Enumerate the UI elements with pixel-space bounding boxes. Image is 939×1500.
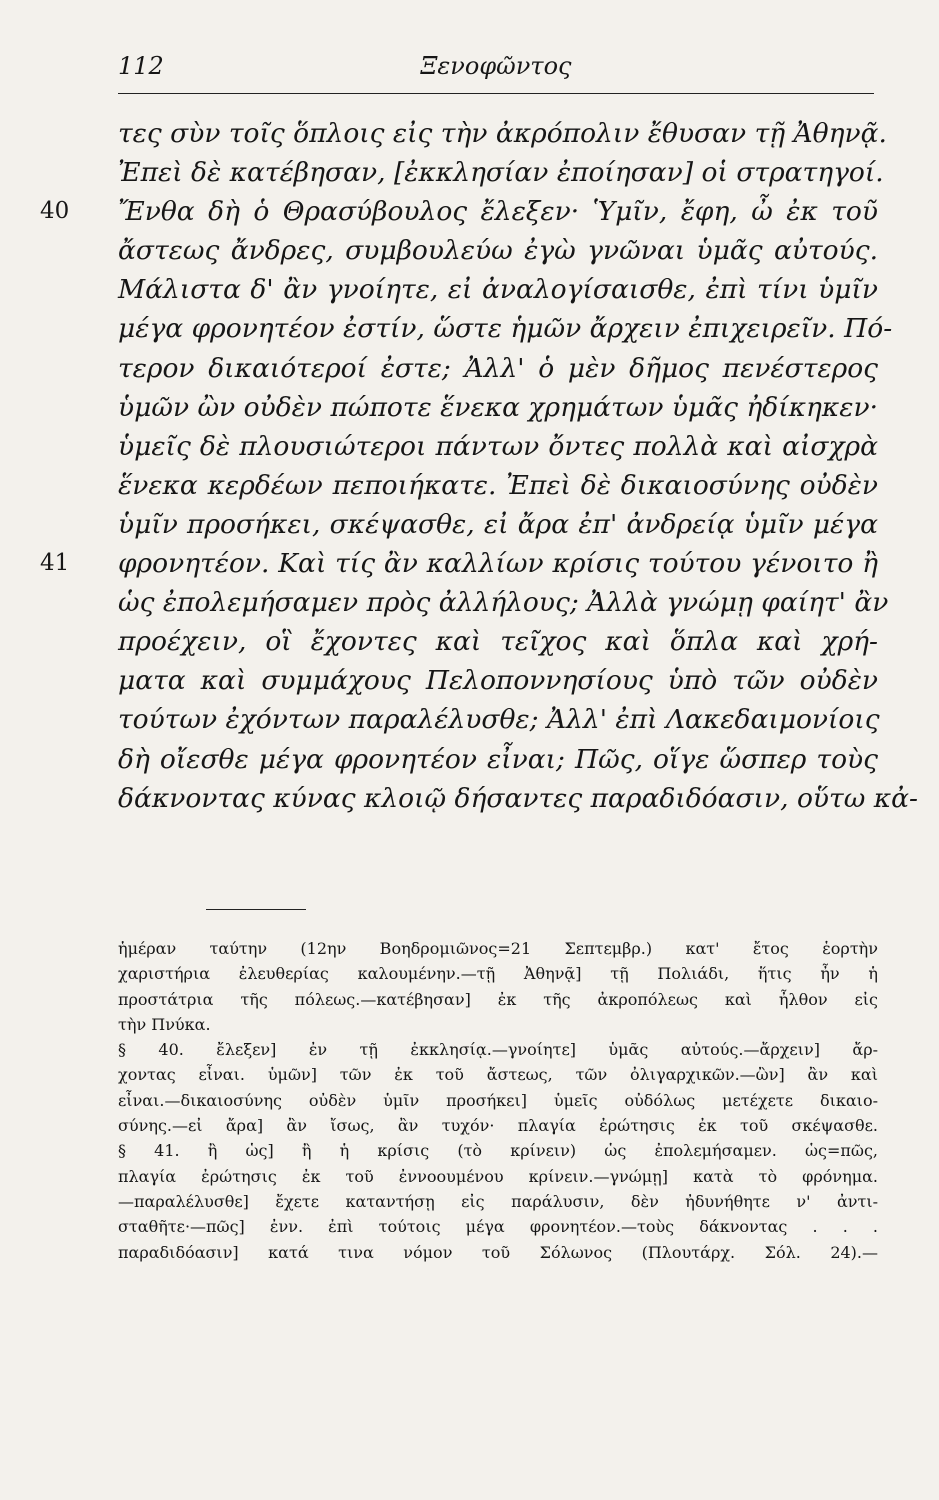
- note-line: χαριστήρια ἐλευθερίας καλουμένην.—τῇ Ἀθηνᾷ] τῇ Πολιάδι, ἥτις ἦν ἡ: [118, 964, 878, 984]
- running-title: Ξενοφῶντος: [420, 52, 572, 80]
- text-line: 40 Ἔνθα δὴ ὁ Θρασύβουλος ἔλεξεν· Ὑμῖν, ἔφη, ὦ ἐκ τοῦ: [118, 192, 878, 231]
- page-number: 112: [118, 52, 164, 80]
- section-number: 41: [40, 550, 70, 577]
- text-line: δὴ οἴεσθε μέγα φρονητέον εἶναι; Πῶς, οἵγε ὥσπερ τοὺς: [118, 743, 878, 775]
- text-line: Ἐπεὶ δὲ κατέβησαν, [ἐκκλησίαν ἐποίησαν] οἱ στρατηγοί.: [118, 157, 884, 189]
- note-line: παραδιδόασιν] κατά τινα νόμον τοῦ Σόλωνος (Πλουτάρχ. Σόλ. 24).—: [118, 1242, 878, 1262]
- note-line: ἡμέραν ταύτην (12ην Βοηδρομιῶνος=21 Σεπτεμβρ.) κατ' ἔτος ἑορτὴν: [118, 939, 878, 958]
- text-line: ὑμῶν ὢν οὐδὲν πώποτε ἕνεκα χρημάτων ὑμᾶς ἠδίκηκεν·: [118, 391, 878, 423]
- note-line: § 41. ἢ ὡς] ἢ ἡ κρίσις (τὸ κρίνειν) ὡς ἐπολεμήσαμεν. ὡς=πῶς,: [118, 1141, 878, 1161]
- page-header: [118, 48, 874, 94]
- footnote-rule: [206, 909, 306, 910]
- text-line: ὑμεῖς δὲ πλουσιώτεροι πάντων ὄντες πολλὰ καὶ αἰσχρὰ: [118, 430, 878, 462]
- text-line: ματα καὶ συμμάχους Πελοποννησίους ὑπὸ τῶν οὐδὲν: [118, 665, 878, 697]
- text-line: Μάλιστα δ' ἂν γνοίητε, εἰ ἀναλογίσαισθε, ἐπὶ τίνι ὑμῖν: [118, 274, 878, 306]
- text-line: προέχειν, οἳ ἔχοντες καὶ τεῖχος καὶ ὅπλα καὶ χρή-: [118, 626, 878, 658]
- text-line: 41 φρονητέον. Καὶ τίς ἂν καλλίων κρίσις τούτου γένοιτο ἢ: [118, 544, 878, 583]
- commentary-notes: [118, 936, 878, 1265]
- text-line: τούτων ἐχόντων παραλέλυσθε; Ἀλλ' ἐπὶ Λακεδαιμονίοις: [118, 704, 880, 736]
- note-line: σταθῆτε·—πῶς] ἐνν. ἐπὶ τούτοις μέγα φρονητέον.—τοὺς δάκνοντας . . .: [118, 1217, 878, 1237]
- text-line: τερον δικαιότεροί ἐστε; Ἀλλ' ὁ μὲν δῆμος πενέστερος: [118, 352, 878, 384]
- text-line: ὑμῖν προσήκει, σκέψασθε, εἰ ἄρα ἐπ' ἀνδρείᾳ ὑμῖν μέγα: [118, 508, 878, 540]
- main-text: [40, 114, 918, 818]
- note-line: εἶναι.—δικαιοσύνης οὐδὲν ὑμῖν προσήκει] ὑμεῖς οὐδόλως μετέχετε δικαιο-: [118, 1090, 878, 1110]
- note-line: προστάτρια τῆς πόλεως.—κατέβησαν] ἐκ τῆς ἀκροπόλεως καὶ ἦλθον εἰς: [118, 989, 878, 1009]
- header-rule: [118, 93, 874, 94]
- text-line: τες σὺν τοῖς ὅπλοις εἰς τὴν ἀκρόπολιν ἔθυσαν τῇ Ἀθηνᾷ.: [118, 118, 887, 149]
- note-line: § 40. ἔλεξεν] ἐν τῇ ἐκκλησίᾳ.—γνοίητε] ὑμᾶς αὐτούς.—ἄρχειν] ἄρ-: [118, 1040, 878, 1060]
- text-line: ἕνεκα κερδέων πεποιήκατε. Ἐπεὶ δὲ δικαιοσύνης οὐδὲν: [118, 469, 878, 501]
- text-line: ὡς ἐπολεμήσαμεν πρὸς ἀλλήλους; Ἀλλὰ γνώμῃ φαίητ' ἂν: [118, 587, 889, 619]
- text-line: δάκνοντας κύνας κλοιῷ δήσαντες παραδιδόασιν, οὕτω κἀ-: [118, 782, 918, 814]
- note-line: χοντας εἶναι. ὑμῶν] τῶν ἐκ τοῦ ἄστεως, τῶν ὀλιγαρχικῶν.—ὢν] ἂν καὶ: [118, 1065, 878, 1085]
- note-line: —παραλέλυσθε] ἔχετε καταντήσῃ εἰς παράλυσιν, δὲν ἠδυνήθητε ν' ἀντι-: [118, 1191, 878, 1211]
- note-line: πλαγία ἐρώτησις ἐκ τοῦ ἐννοουμένου κρίνειν.—γνώμῃ] κατὰ τὸ φρόνημα.: [118, 1166, 878, 1186]
- section-number: 40: [40, 198, 70, 225]
- note-line: σύνης.—εἰ ἄρα] ἂν ἴσως, ἂν τυχόν· πλαγία ἐρώτησις ἐκ τοῦ σκέψασθε.: [118, 1116, 878, 1136]
- text-line: ἄστεως ἄνδρες, συμβουλεύω ἐγὼ γνῶναι ὑμᾶς αὐτούς.: [118, 235, 878, 267]
- note-line: τὴν Πνύκα.: [118, 1014, 211, 1034]
- text-line: μέγα φρονητέον ἐστίν, ὥστε ἡμῶν ἄρχειν ἐπιχειρεῖν. Πό-: [118, 313, 893, 345]
